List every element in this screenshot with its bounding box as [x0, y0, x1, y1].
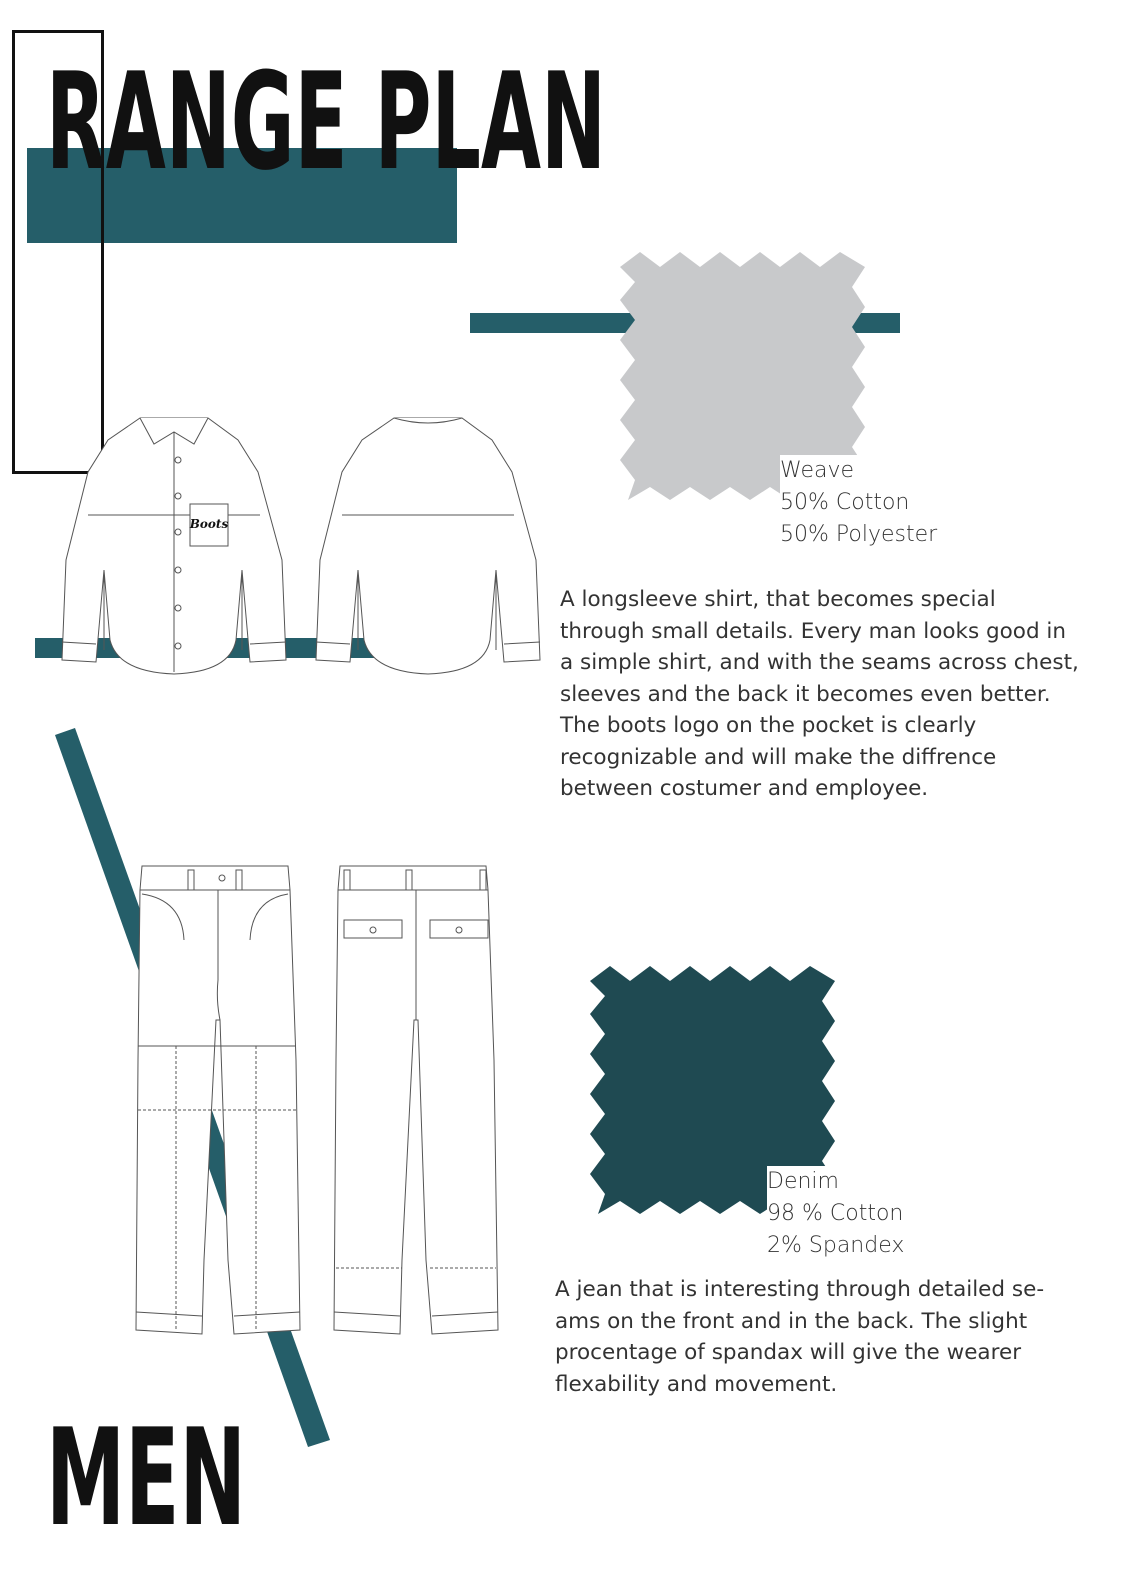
denim-spec — [767, 1166, 904, 1262]
shirt-back-icon — [314, 410, 542, 680]
weave-spec — [780, 455, 937, 551]
boots-logo: Boots — [189, 517, 229, 531]
fabric-composition-2: 50% Polyester — [780, 522, 938, 547]
fabric-composition-2: 2% Spandex — [767, 1233, 905, 1258]
svg-text:MEN: MEN — [46, 1400, 247, 1556]
fabric-name: Weave — [780, 458, 855, 483]
page-title — [46, 42, 646, 200]
section-title — [46, 1398, 306, 1556]
shirt-front-icon — [60, 410, 288, 680]
jeans-back-icon — [330, 860, 502, 1342]
fabric-composition-1: 98 % Cotton — [767, 1201, 904, 1226]
jeans-front-icon — [132, 860, 304, 1342]
fabric-name: Denim — [767, 1169, 839, 1194]
svg-text:RANGE PLAN: RANGE PLAN — [46, 44, 606, 200]
jeans-description: A jean that is interesting through detailed se-ams on the front and in the back. The slight procentage of spandax will give the wearer flexability and movement. — [555, 1277, 1045, 1397]
shirt-description: A longsleeve shirt, that becomes special through small details. Every man looks good in a simple shirt, and with the seams across chest, sleeves and the back it becomes even better. The boots logo on the pocket is clearly recognizable and will make the diffrence between costumer and employee. — [560, 587, 1079, 801]
fabric-composition-1: 50% Cotton — [780, 490, 910, 515]
